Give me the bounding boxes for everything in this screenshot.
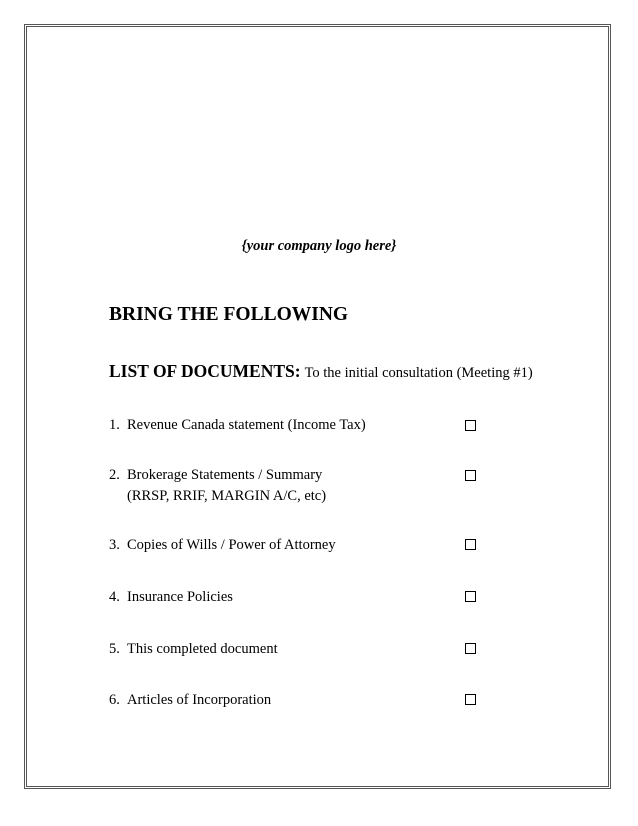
item-detail: (RRSP, RRIF, MARGIN A/C, etc) xyxy=(127,488,327,504)
list-item xyxy=(109,466,326,505)
checkbox[interactable] xyxy=(465,591,476,602)
item-number: 6. xyxy=(109,692,120,708)
item-number: 2. xyxy=(109,467,120,483)
item-number: 1. xyxy=(109,417,120,433)
item-number: 5. xyxy=(109,641,120,657)
list-heading-label: LIST OF DOCUMENTS: xyxy=(109,361,301,381)
list-item xyxy=(109,416,366,434)
item-text: This completed document xyxy=(127,641,278,657)
list-item xyxy=(109,640,278,658)
item-number: 3. xyxy=(109,537,120,553)
checkbox[interactable] xyxy=(465,694,476,705)
list-item xyxy=(109,588,233,606)
item-text: Articles of Incorporation xyxy=(127,692,272,708)
checkbox[interactable] xyxy=(465,539,476,550)
list-heading xyxy=(109,361,533,382)
item-text: Copies of Wills / Power of Attorney xyxy=(127,537,336,553)
list-item xyxy=(109,536,336,554)
checkbox[interactable] xyxy=(465,470,476,481)
list-heading-text: To the initial consultation (Meeting #1) xyxy=(304,365,533,381)
item-text: Revenue Canada statement (Income Tax) xyxy=(127,417,366,433)
item-number: 4. xyxy=(109,589,120,605)
checkbox[interactable] xyxy=(465,420,476,431)
page-title: BRING THE FOLLOWING xyxy=(109,304,349,325)
list-item xyxy=(109,691,271,709)
page-border xyxy=(24,24,611,789)
item-text: Brokerage Statements / Summary xyxy=(127,467,323,483)
logo-placeholder: {your company logo here} xyxy=(241,238,397,254)
checkbox[interactable] xyxy=(465,643,476,654)
item-text: Insurance Policies xyxy=(127,589,233,605)
